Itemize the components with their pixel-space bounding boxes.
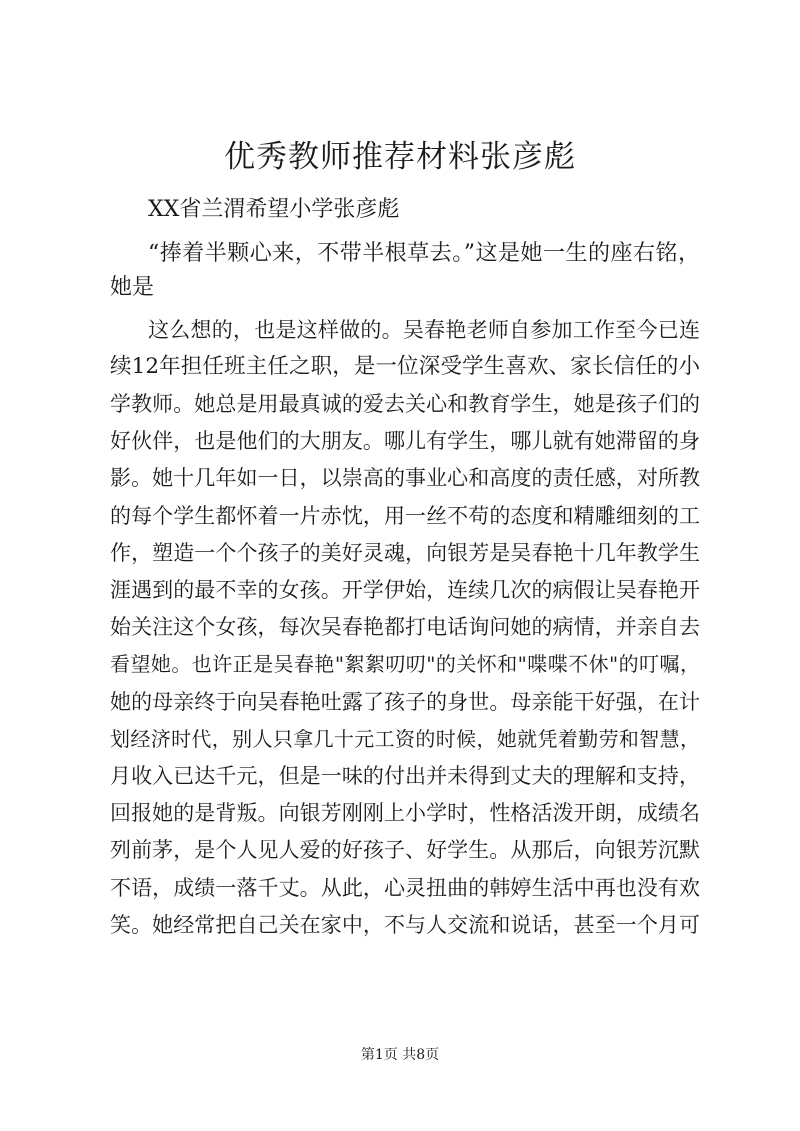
paragraph-line: 回报她的是背叛。向银芳刚刚上小学时，性格活泼开朗，成绩名 [110,801,700,825]
paragraph-line: 她的母亲终于向吴春艳吐露了孩子的身世。母亲能干好强，在计 [110,690,700,714]
paragraph-line: 这么想的，也是这样做的。吴春艳老师自参加工作至今已连 [148,318,700,342]
paragraph-line: 学教师。她总是用最真诚的爱去关心和教育学生，她是孩子们的 [110,392,700,416]
page-number-footer: 第1页 共8页 [360,1047,440,1063]
paragraph-line: 她是 [110,275,155,300]
paragraph-line: 始关注这个女孩，每次吴春艳都打电话询问她的病情，并亲自去 [110,615,700,639]
paragraph-line: 涯遇到的最不幸的女孩。开学伊始，连续几次的病假让吴春艳开 [110,578,700,602]
paragraph-line: 续12年担任班主任之职，是一位深受学生喜欢、家长信任的小 [110,354,700,379]
paragraph-line: “捧着半颗心来，不带半根草去。”这是她一生的座右铭， [148,241,700,266]
author-line: XX省兰渭希望小学张彦彪 [148,197,400,222]
paragraph-line: 列前茅，是个人见人爱的好孩子、好学生。从那后，向银芳沉默 [110,838,700,862]
paragraph-line: 笑。她经常把自己关在家中，不与人交流和说话，甚至一个月可 [110,913,700,937]
paragraph-line: 好伙伴，也是他们的大朋友。哪儿有学生，哪儿就有她滞留的身 [110,429,700,453]
paragraph-line: 划经济时代，别人只拿几十元工资的时候，她就凭着勤劳和智慧， [110,727,700,751]
paragraph-line: 月收入已达千元，但是一味的付出并未得到丈夫的理解和支持， [110,764,700,788]
paragraph-line: 影。她十几年如一日，以崇高的事业心和高度的责任感，对所教 [110,466,700,490]
paragraph-line: 看望她。也许正是吴春艳"絮絮叨叨"的关怀和"喋喋不休"的叮嘱， [110,652,700,676]
paragraph-line: 不语，成绩一落千丈。从此，心灵扭曲的韩婷生活中再也没有欢 [110,876,700,900]
paragraph-line: 作，塑造一个个孩子的美好灵魂，向银芳是吴春艳十几年教学生 [110,541,700,565]
document-title: 优秀教师推荐材料张彦彪 [224,139,576,175]
paragraph-line: 的每个学生都怀着一片赤忱，用一丝不苟的态度和精雕细刻的工 [110,504,700,528]
